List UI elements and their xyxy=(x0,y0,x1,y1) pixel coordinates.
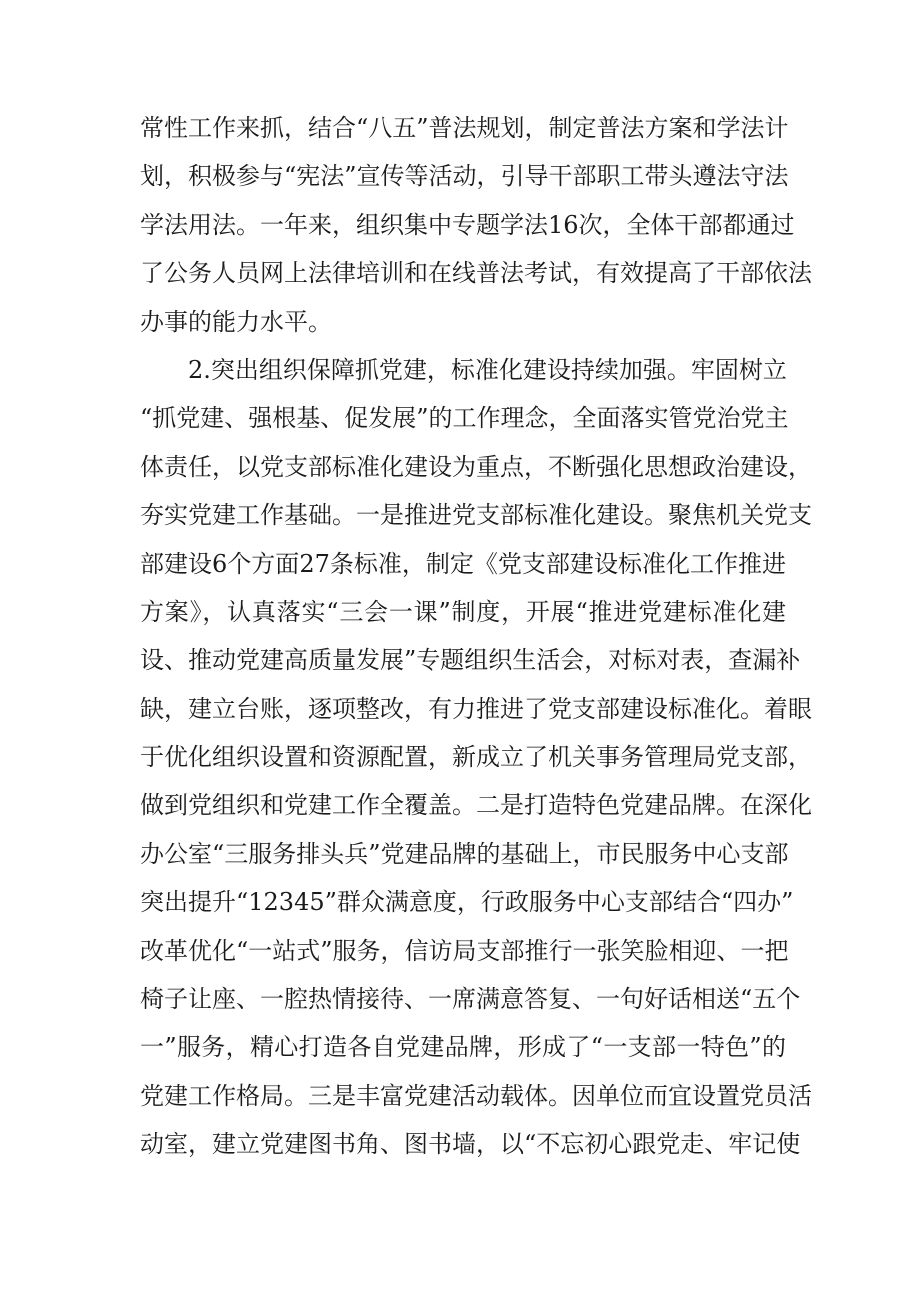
text-line: 党建工作格局。三是丰富党建活动载体。因单位而宜设置党员活 xyxy=(140,1081,812,1110)
text-line: 于优化组织设置和资源配置，新成立了机关事务管理局党支部， xyxy=(140,743,812,772)
text-line: 办公室“三服务排头兵”党建品牌的基础上，市民服务中心支部 xyxy=(140,839,789,868)
text-line: 学法用法。一年来，组织集中专题学法16次，全体干部都通过 xyxy=(140,210,795,239)
text-line: 一”服务，精心打造各自党建品牌，形成了“一支部一特色”的 xyxy=(140,1033,786,1062)
text-line: 划，积极参与“宪法”宣传等活动，引导干部职工带头遵法守法 xyxy=(140,162,789,191)
text-line: 缺，建立台账，逐项整改，有力推进了党支部建设标准化。着眼 xyxy=(140,694,812,723)
text-line: 体责任，以党支部标准化建设为重点，不断强化思想政治建设， xyxy=(140,452,812,481)
body-text xyxy=(140,104,812,1169)
text-line: 改革优化“一站式”服务，信访局支部推行一张笑脸相迎、一把 xyxy=(140,936,789,965)
text-line: 了公务人员网上法律培训和在线普法考试，有效提高了干部依法 xyxy=(140,259,812,288)
text-line: 做到党组织和党建工作全覆盖。二是打造特色党建品牌。在深化 xyxy=(140,791,812,820)
paragraph-heading-line: 2.突出组织保障抓党建，标准化建设持续加强。牢固树立 xyxy=(140,355,787,384)
text-line: 办事的能力水平。 xyxy=(140,307,332,336)
text-line: “抓党建、强根基、促发展”的工作理念，全面落实管党治党主 xyxy=(140,404,789,433)
text-line: 椅子让座、一腔热情接待、一席满意答复、一句好话相送“五个 xyxy=(140,985,801,1014)
text-line: 动室，建立党建图书角、图书墙，以“不忘初心跟党走、牢记使 xyxy=(140,1130,801,1159)
text-line: 突出提升“12345”群众满意度，行政服务中心支部结合“四办” xyxy=(140,888,794,917)
text-line: 常性工作来抓，结合“八五”普法规划，制定普法方案和学法计 xyxy=(140,114,789,142)
text-line: 设、推动党建高质量发展”专题组织生活会，对标对表，查漏补 xyxy=(140,646,801,675)
text-line: 部建设6个方面27条标准，制定《党支部建设标准化工作推进 xyxy=(140,549,786,578)
text-line: 方案》，认真落实“三会一课”制度，开展“推进党建标准化建 xyxy=(140,597,786,626)
text-line: 夯实党建工作基础。一是推进党支部标准化建设。聚焦机关党支 xyxy=(140,501,812,530)
